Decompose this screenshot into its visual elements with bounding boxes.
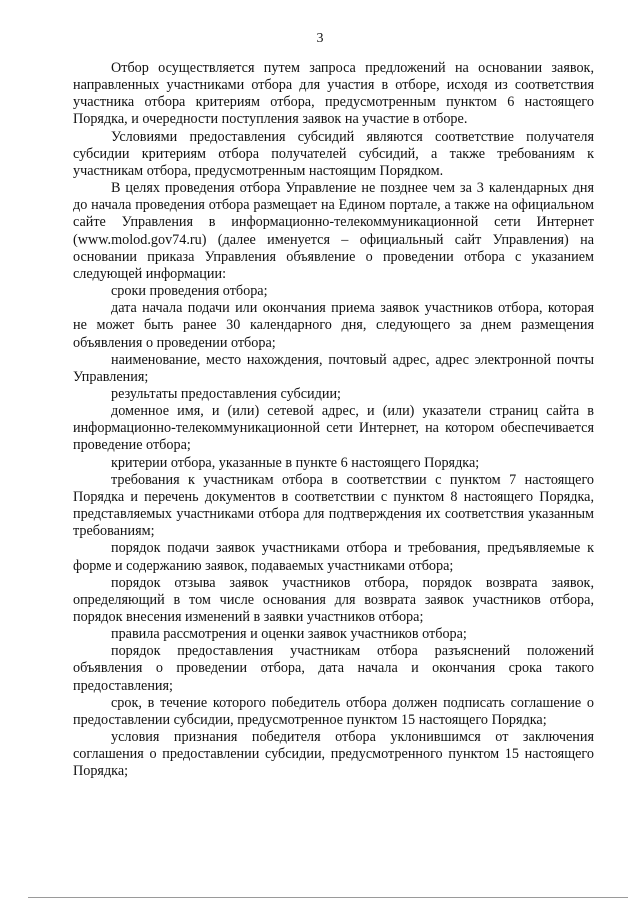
list-item: порядок отзыва заявок участников отбора, порядок возврата заявок, определяющий в том числе основания для возврата заявок участников отбора, порядок внесения изменений в заявки участников отбора; — [73, 574, 594, 625]
list-item: сроки проведения отбора; — [111, 283, 268, 300]
paragraph: В целях проведения отбора Управление не позднее чем за 3 календарных дня до начала проведения отбора размещает на Едином портале, а также на официальном сайте Управления в информационно-телекоммуникационной сети Интернет (www.molod.gov74.ru) (далее именуется – официальный сайт Управления) на основании приказа Управления объявление о проведении отбора с указанием следующей информации: — [73, 180, 594, 282]
list-item: требования к участникам отбора в соответствии с пунктом 7 настоящего Порядка и перечень документов в соответствии с пунктом 8 настоящего Порядка, представляемых участниками отбора для подтверждения их соответствия указанным требованиям; — [73, 471, 594, 540]
paragraph: Условиями предоставления субсидий являются соответствие получателя субсидии критериям отбора получателей субсидий, а также требованиям к участникам отбора, предусмотренным настоящим Порядком. — [73, 128, 594, 179]
list-item: результаты предоставления субсидии; — [111, 385, 341, 402]
document-body — [73, 60, 594, 781]
list-item: дата начала подачи или окончания приема заявок участников отбора, которая не может быть ранее 30 календарного дня, следующего за днем размещения объявления о проведении отбора; — [73, 300, 594, 351]
list-item: порядок подачи заявок участниками отбора и требования, предъявляемые к форме и содержанию заявок, подаваемых участниками отбора; — [73, 540, 594, 574]
list-item: срок, в течение которого победитель отбора должен подписать соглашение о предоставлении субсидии, предусмотренное пунктом 15 настоящего Порядка; — [73, 694, 594, 728]
list-item: условия признания победителя отбора уклонившимся от заключения соглашения о предоставлении субсидии, предусмотренного пунктом 15 настоящего Порядка; — [73, 729, 594, 780]
list-item: критерии отбора, указанные в пункте 6 настоящего Порядка; — [111, 454, 480, 471]
list-item: наименование, место нахождения, почтовый адрес, адрес электронной почты Управления; — [73, 351, 594, 385]
list-item: доменное имя, и (или) сетевой адрес, и (или) указатели страниц сайта в информационно-телекоммуникационной сети Интернет, на котором обеспечивается проведение отбора; — [73, 403, 594, 454]
paragraph: Отбор осуществляется путем запроса предложений на основании заявок, направленных участниками отбора для участия в отборе, исходя из соответствия участника отбора критериям отбора, предусмотренным пунктом 6 настоящего Порядка, и очередности поступления заявок на участие в отборе. — [73, 60, 594, 128]
scan-edge-line — [28, 897, 628, 898]
list-item: правила рассмотрения и оценки заявок участников отбора; — [111, 626, 467, 643]
page-number: 3 — [316, 31, 324, 46]
list-item: порядок предоставления участникам отбора разъяснений положений объявления о проведении отбора, дата начала и окончания срока такого предоставления; — [73, 643, 594, 694]
